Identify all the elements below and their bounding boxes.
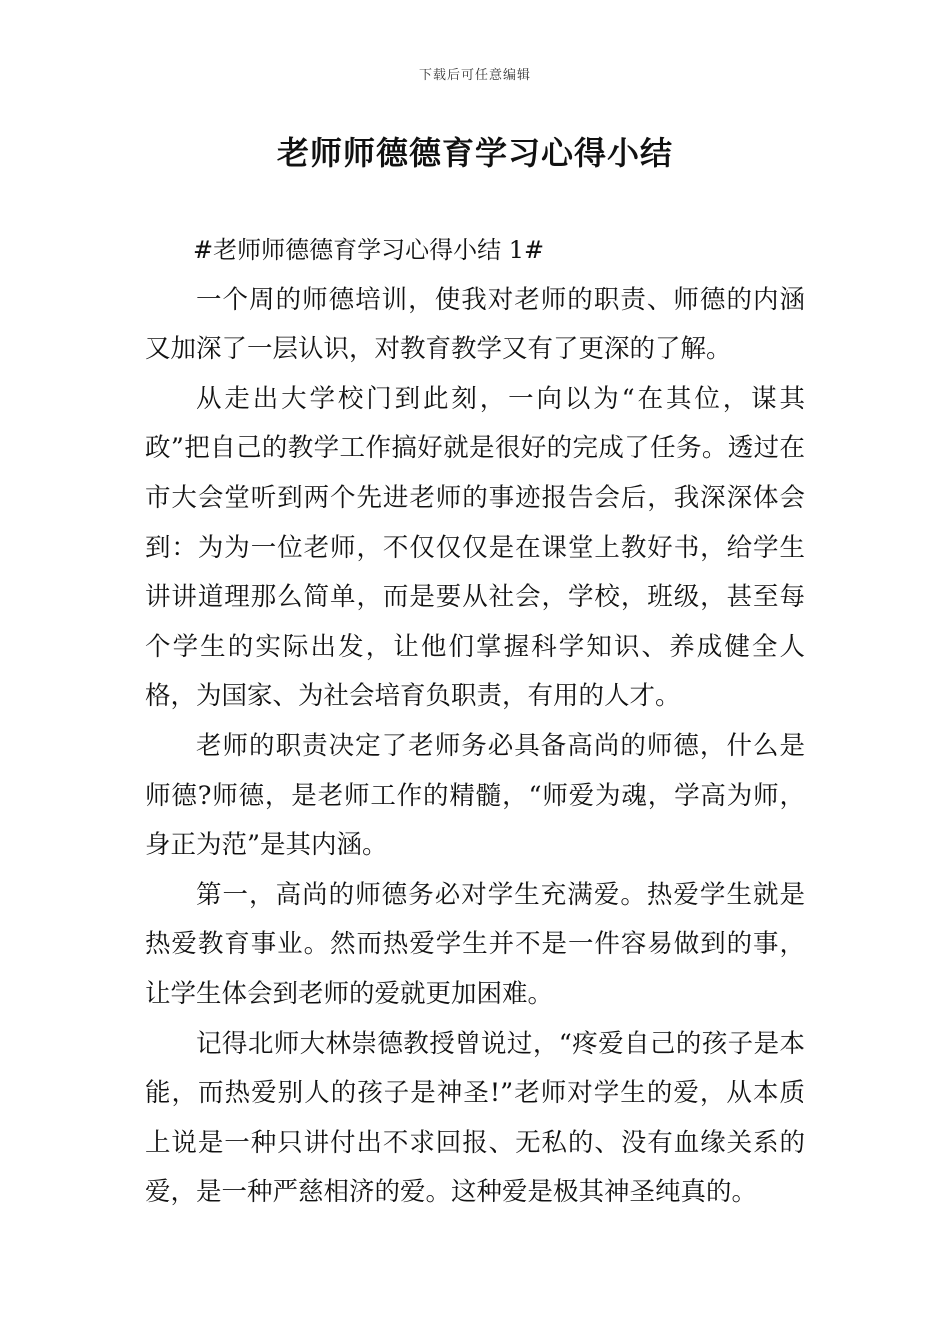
document-body xyxy=(145,226,805,1218)
section-heading: #老师师德德育学习心得小结 1# xyxy=(193,236,545,264)
body-paragraph: 记得北师大林崇德教授曾说过，“疼爱自己的孩子是本能，而热爱别人的孩子是神圣!”老师对学生的爱，从本质上说是一种只讲付出不求回报、无私的、没有血缘关系的爱，是一种严慈相济的爱。这种爱是极其神圣纯真的。 xyxy=(145,1028,805,1208)
page-header-note: 下载后可任意编辑 xyxy=(418,68,531,83)
document-title: 老师师德德育学习心得小结 xyxy=(276,134,673,172)
body-paragraph: 从走出大学校门到此刻，一向以为“在其位，谋其政”把自己的教学工作搞好就是很好的完成了任务。透过在市大会堂听到两个先进老师的事迹报告会后，我深深体会到：为为一位老师，不仅仅仅是在课堂上教好书，给学生讲讲道理那么简单，而是要从社会，学校，班级，甚至每个学生的实际出发，让他们掌握科学知识、养成健全人格，为国家、为社会培育负职责，有用的人才。 xyxy=(145,383,805,712)
body-paragraph: 老师的职责决定了老师务必具备高尚的师德，什么是师德?师德，是老师工作的精髓，“师爱为魂，学高为师，身正为范”是其内涵。 xyxy=(145,730,805,861)
body-paragraph: 第一，高尚的师德务必对学生充满爱。热爱学生就是热爱教育事业。然而热爱学生并不是一件容易做到的事，让学生体会到老师的爱就更加困难。 xyxy=(145,879,805,1009)
body-paragraph: 一个周的师德培训，使我对老师的职责、师德的内涵又加深了一层认识，对教育教学又有了更深的了解。 xyxy=(145,284,805,365)
